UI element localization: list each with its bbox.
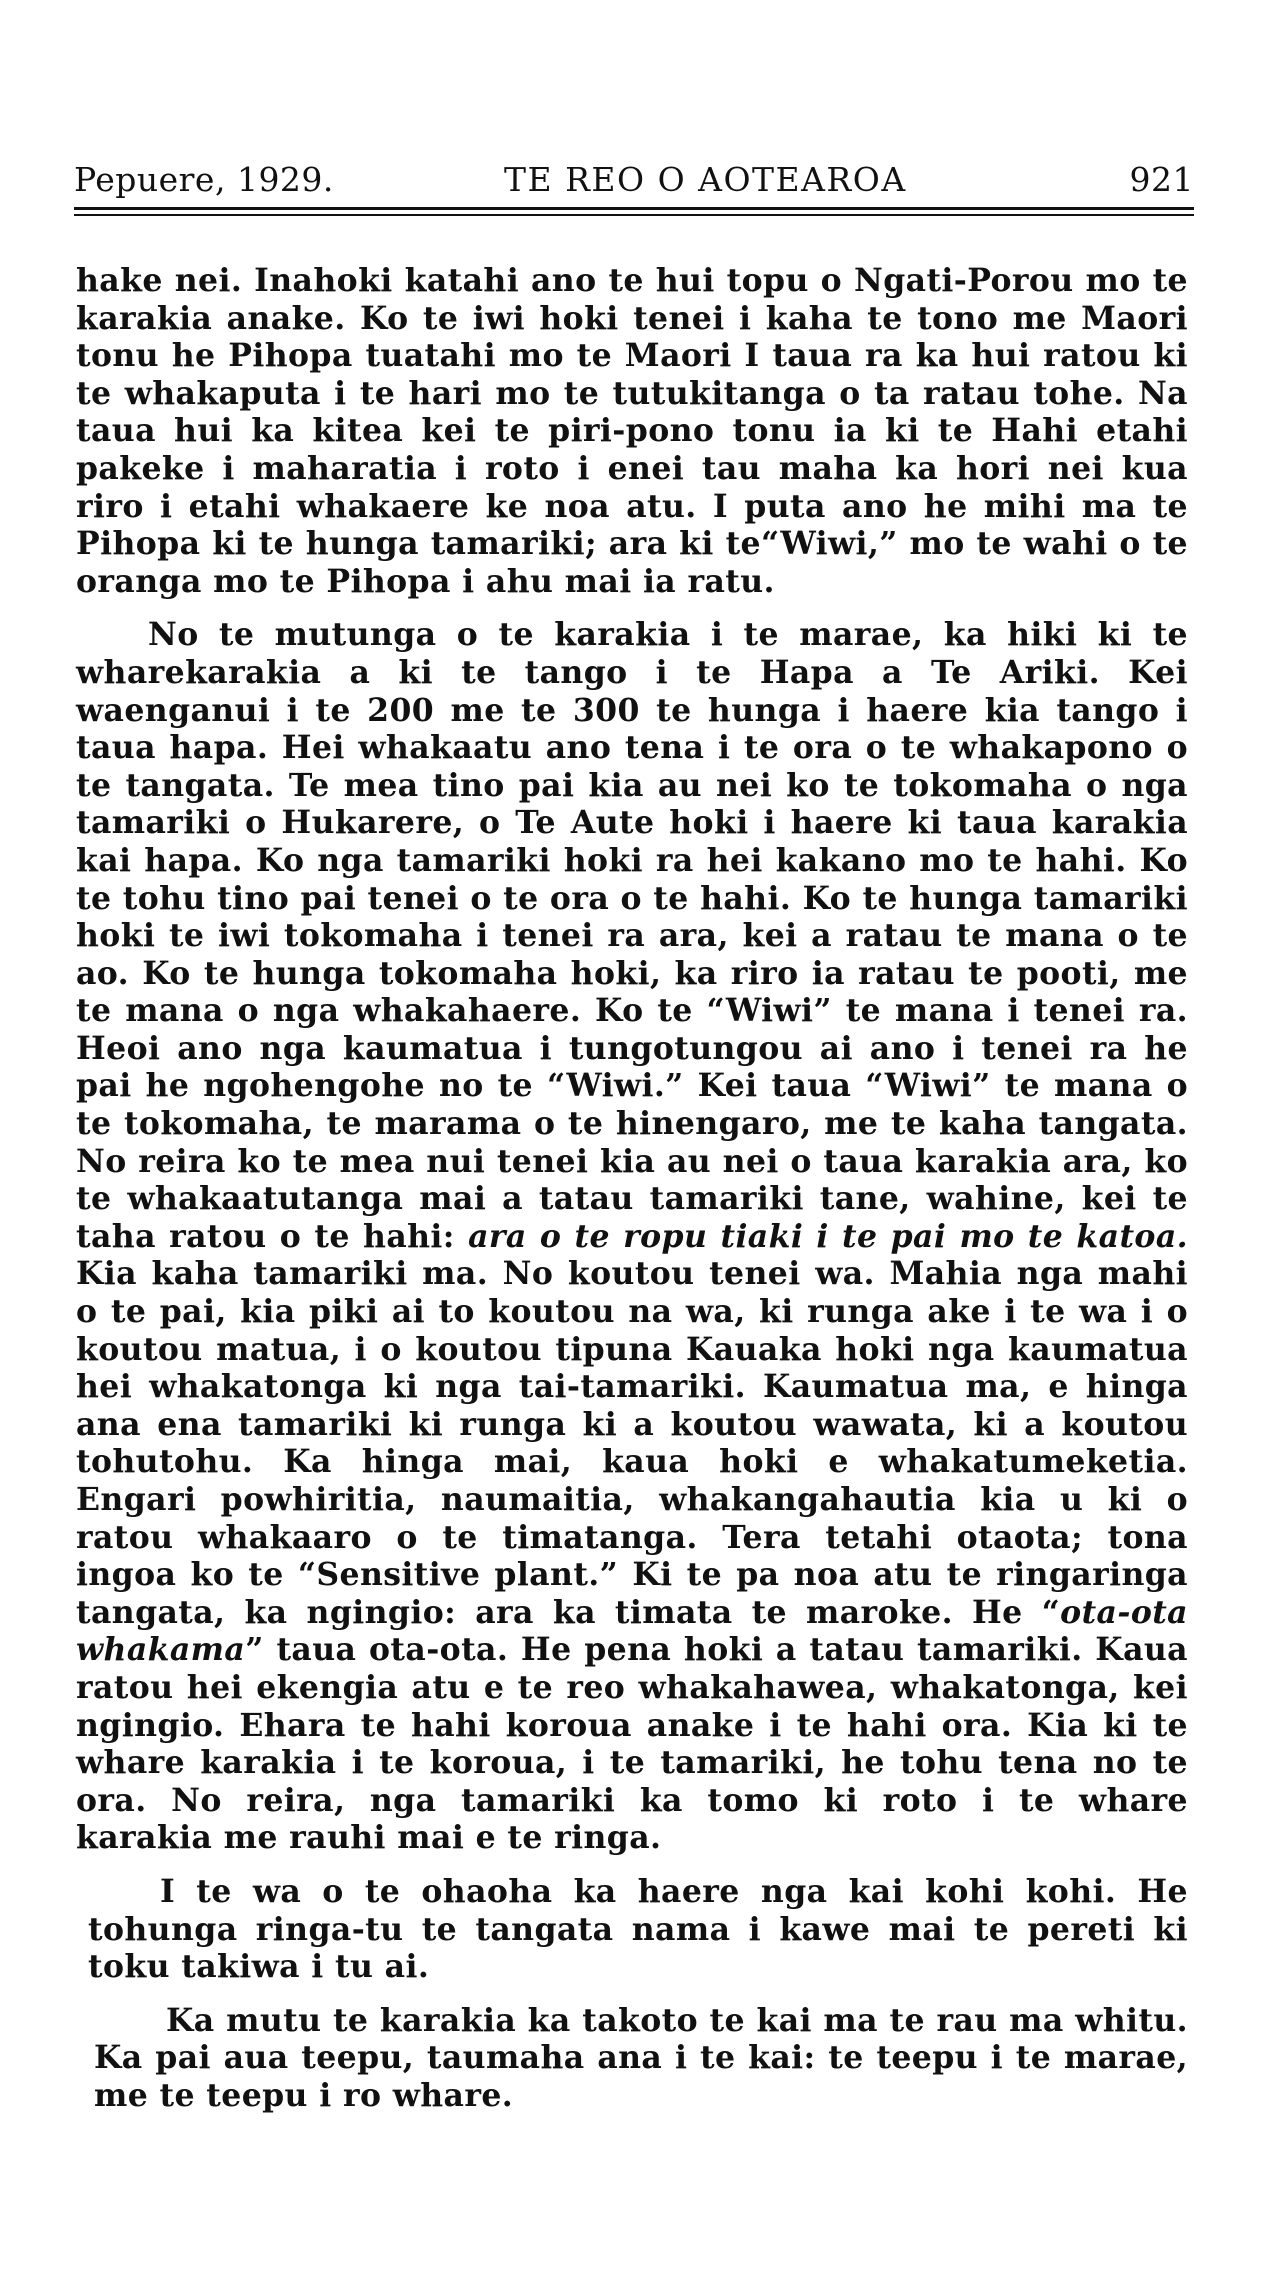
paragraph-2-italic-phrase: ara o te ropu tiaki i te pai mo te katoa. [468, 1217, 1188, 1255]
header-journal-title: TE REO O AOTEAROA [504, 160, 907, 199]
header-date: Pepuere, 1929. [74, 160, 334, 199]
paragraph-1: hake nei. Inahoki katahi ano te hui topu o Ngati-Porou mo te karakia anake. Ko te iwi hoki tenei i kaha te tono me Maori tonu he Pihopa tuatahi mo te Maori I taua ra ka hui ratou ki te whakaputa i te hari mo te tutukitanga o ta ratau tohe. Na taua hui ka kitea kei te piri-pono tonu ia ki te Hahi etahi pakeke i maharatia i roto i enei tau maha ka hori nei kua riro i etahi whakaere ke noa atu. I puta ano he mihi ma te Pihopa ki te hunga tamariki; ara ki te“Wiwi,” mo te wahi o te oranga mo te Pihopa i ahu mai ia ratu. [76, 262, 1188, 600]
running-header [74, 160, 1194, 210]
header-rule-thin [74, 214, 1194, 216]
header-page-number: 921 [1129, 160, 1194, 199]
paragraph-4: Ka mutu te karakia ka takoto te kai ma te rau ma whitu. Ka pai aua teepu, taumaha ana i te kai: te teepu i te marae, me te teepu i ro whare. [94, 2001, 1188, 2114]
header-rule-thick [74, 207, 1194, 210]
paragraph-2-italic-term: ota-ota whakama [76, 1593, 1188, 1669]
paragraph-2-text-c: ” taua ota-ota. He pena hoki a tatau tamariki. Kaua ratou hei ekengia atu e te reo whakahawea, whakatonga, kei ngingio. Ehara te hahi koroua anake i te hahi ora. Kia ki te whare karakia i te koroua, i te tamariki, he tohu tena no te ora. No reira, nga tamariki ka tomo ki roto i te whare karakia me rauhi mai e te ringa. [76, 1631, 1188, 1857]
paragraph-2-text-b: Kia kaha tamariki ma. No koutou tenei wa. Mahia nga mahi o te pai, kia piki ai to koutou na wa, ki runga ake i te wa i o koutou matua, i o koutou tipuna Kauaka hoki nga kaumatua hei whakatonga ki nga tai-tamariki. Kaumatua ma, e hinga ana ena tamariki ki runga ki a koutou wawata, ki a koutou tohutohu. Ka hinga mai, kaua hoki e whakatumeketia. Engari powhiritia, naumaitia, whakangahautia kia u ki o ratou whakaaro o te timatanga. Tera tetahi otaota; tona ingoa ko te “Sensitive plant.” Ki te pa noa atu te ringaringa tangata, ka ngingio: ara ka timata te maroke. He “ [76, 1255, 1188, 1631]
article-body [76, 262, 1188, 2115]
paragraph-2-text-a: No te mutunga o te karakia i te marae, ka hiki ki te wharekarakia a ki te tango i te Hapa a Te Ariki. Kei waenganui i te 200 me te 300 te hunga i haere kia tango i taua hapa. Hei whakaatu ano tena i te ora o te whakapono o te tangata. Te mea tino pai kia au nei ko te tokomaha o nga tamariki o Hukarere, o Te Aute hoki i haere ki taua karakia kai hapa. Ko nga tamariki hoki ra hei kakano mo te hahi. Ko te tohu tino pai tenei o te ora o te hahi. Ko te hunga tamariki hoki te iwi tokomaha i tenei ra ara, kei a ratau te mana o te ao. Ko te hunga tokomaha hoki, ka riro ia ratau te pooti, me te mana o nga whakahaere. Ko te “Wiwi” te mana i tenei ra. Heoi ano nga kaumatua i tungotungou ai ano i tenei ra he pai he ngohengohe no te “Wiwi.” Kei taua “Wiwi” te mana o te tokomaha, te marama o te hinengaro, me te kaha tangata. No reira ko te mea nui tenei kia au nei o taua karakia ara, ko te whakaatutanga mai a tatau tamariki tane, wahine, kei te taha ratou o te hahi: [76, 616, 1188, 1255]
paragraph-2 [76, 616, 1188, 1857]
paragraph-3: I te wa o te ohaoha ka haere nga kai kohi kohi. He tohunga ringa-tu te tangata nama i kawe mai te pereti ki toku takiwa i tu ai. [88, 1872, 1188, 1986]
